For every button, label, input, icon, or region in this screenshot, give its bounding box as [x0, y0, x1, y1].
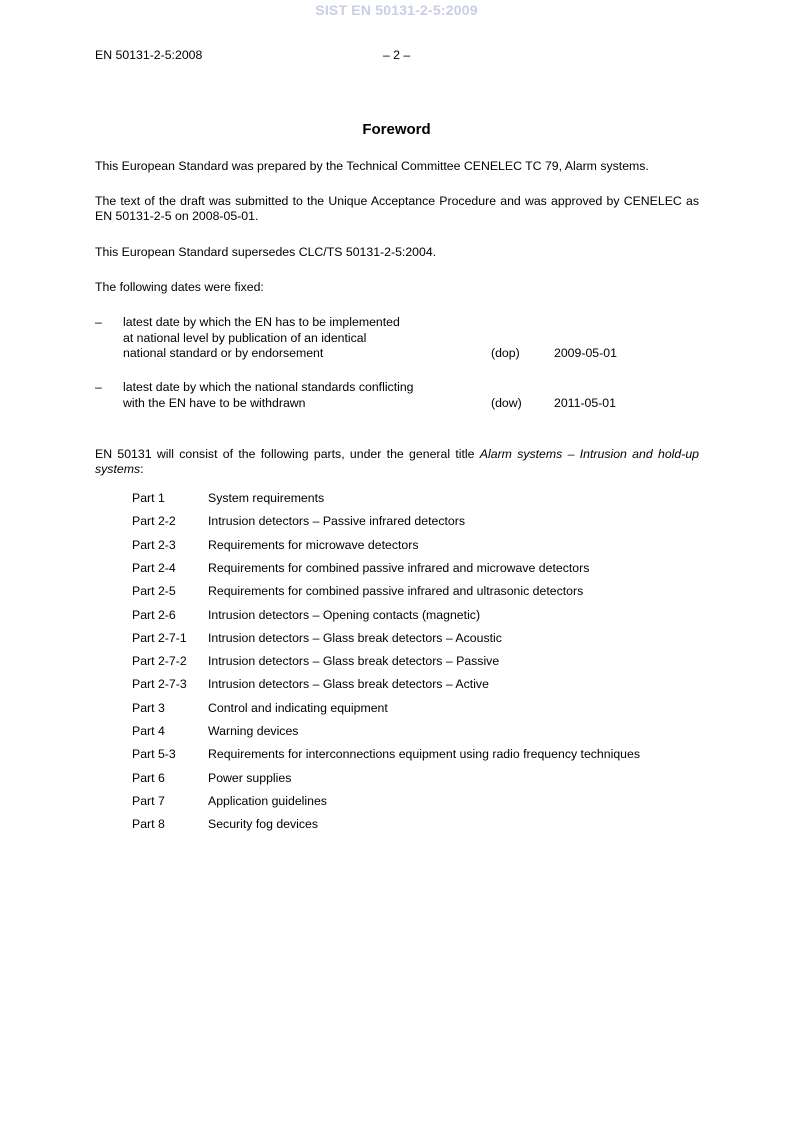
part-number: Part 6 [132, 770, 165, 785]
list-item [132, 792, 732, 810]
document-id: EN 50131-2-5:2008 [95, 48, 203, 62]
part-number: Part 8 [132, 817, 165, 832]
part-description: System requirements [208, 491, 325, 505]
parts-intro-text: EN 50131 will consist of the following parts, under the general title [95, 447, 480, 461]
part-number: Part 3 [132, 700, 165, 715]
paragraph-supersedes: This European Standard supersedes CLC/TS 50131-2-5:2004. [95, 245, 437, 259]
date-item-line: latest date by which the national standards conflicting [123, 380, 414, 394]
part-number: Part 2-3 [132, 537, 176, 552]
date-item-text [123, 380, 483, 411]
part-number: Part 2-7-1 [132, 630, 187, 645]
list-item [132, 769, 732, 787]
list-item [132, 675, 732, 693]
part-description: Requirements for interconnections equipment using radio frequency techniques [208, 747, 641, 762]
part-number: Part 2-2 [132, 514, 176, 529]
date-item-line: at national level by publication of an identical [123, 330, 367, 345]
list-item [132, 629, 732, 647]
list-item [132, 512, 732, 530]
parts-intro-title: Alarm systems – Intrusion and hold-up systems [95, 447, 700, 476]
part-number: Part 2-4 [132, 560, 176, 575]
list-dash: – [95, 380, 102, 394]
page-title: Foreword [362, 121, 431, 138]
date-item-dow [95, 380, 699, 413]
paragraph-parts-intro [95, 447, 699, 477]
part-number: Part 2-7-2 [132, 654, 187, 669]
part-number: Part 7 [132, 793, 165, 808]
date-value: 2011-05-01 [554, 396, 616, 410]
list-item [132, 536, 732, 554]
date-code: (dop) [491, 346, 520, 360]
list-item [132, 815, 732, 833]
list-item [132, 745, 732, 763]
date-code: (dow) [491, 396, 522, 410]
part-description: Power supplies [208, 770, 292, 785]
part-number: Part 2-5 [132, 584, 176, 599]
part-number: Part 2-6 [132, 607, 176, 622]
part-description: Intrusion detectors – Glass break detectors – Passive [208, 654, 500, 669]
part-description: Intrusion detectors – Opening contacts (magnetic) [208, 607, 481, 622]
part-description: Application guidelines [208, 793, 327, 808]
part-number: Part 5-3 [132, 747, 176, 762]
watermark: SIST EN 50131-2-5:2009 [315, 2, 478, 18]
part-description: Warning devices [208, 724, 299, 738]
list-item [132, 489, 732, 507]
paragraph-approval: The text of the draft was submitted to the Unique Acceptance Procedure and was approved by CENELEC as EN 50131-2-5 on 2008-05-01. [95, 194, 699, 223]
part-description: Intrusion detectors – Passive infrared detectors [208, 514, 465, 529]
list-item [132, 559, 732, 577]
date-item-line: latest date by which the EN has to be implemented [123, 315, 400, 329]
part-description: Intrusion detectors – Glass break detectors – Active [208, 677, 489, 692]
date-item-dop [95, 315, 699, 363]
list-item [132, 582, 732, 600]
paragraph-dates-intro: The following dates were fixed: [95, 280, 264, 294]
paragraph-committee: This European Standard was prepared by the Technical Committee CENELEC TC 79, Alarm systems. [95, 159, 649, 173]
page-number: – 2 – [382, 48, 411, 62]
list-dash: – [95, 315, 102, 329]
part-number: Part 4 [132, 724, 165, 738]
parts-intro-suffix: : [140, 462, 144, 476]
part-description: Control and indicating equipment [208, 700, 388, 715]
date-item-text [123, 315, 483, 362]
part-number: Part 1 [132, 491, 165, 505]
date-value: 2009-05-01 [554, 346, 617, 360]
part-number: Part 2-7-3 [132, 677, 187, 692]
list-item [132, 699, 732, 717]
part-description: Requirements for combined passive infrared and ultrasonic detectors [208, 584, 584, 599]
part-description: Requirements for microwave detectors [208, 537, 419, 552]
part-description: Requirements for combined passive infrared and microwave detectors [208, 560, 590, 575]
list-item [132, 606, 732, 624]
list-item [132, 722, 732, 740]
date-item-line: national standard or by endorsement [123, 346, 324, 360]
part-description: Security fog devices [208, 817, 319, 832]
list-item [132, 652, 732, 670]
part-description: Intrusion detectors – Glass break detectors – Acoustic [208, 630, 502, 645]
date-item-line: with the EN have to be withdrawn [123, 395, 306, 410]
